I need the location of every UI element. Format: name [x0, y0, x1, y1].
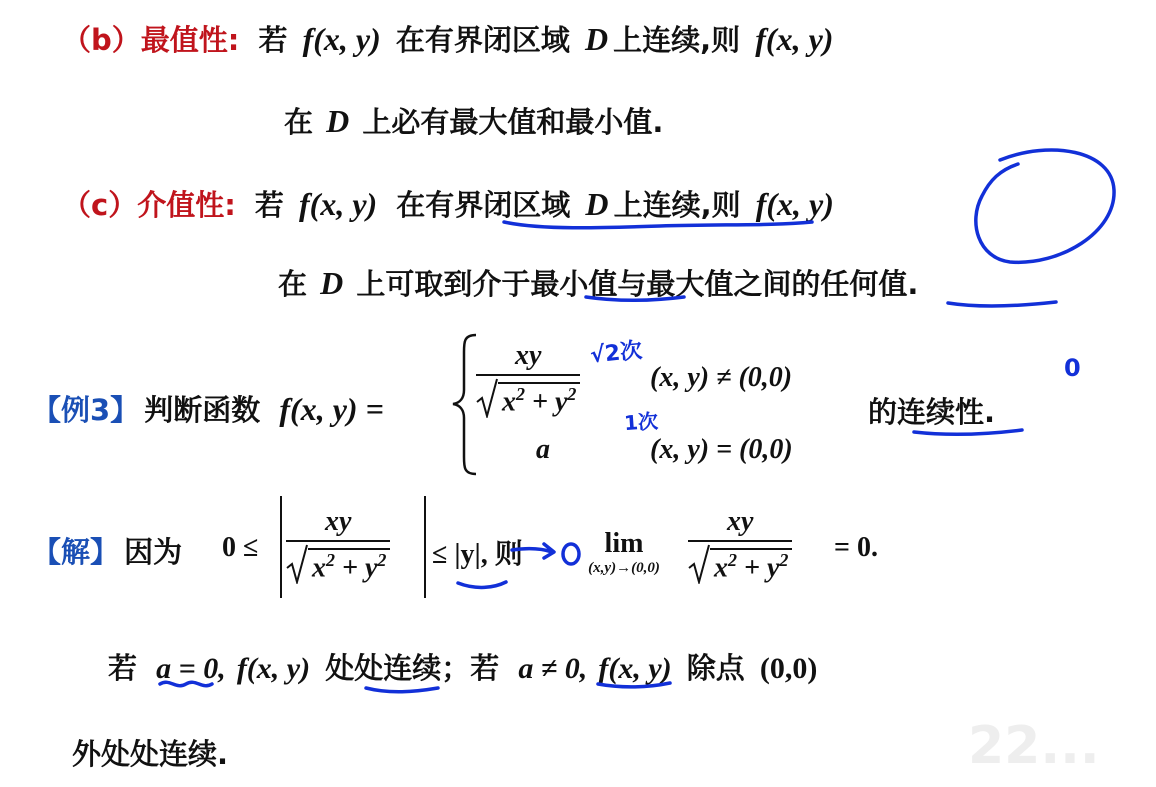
text: 上必有最大值和最小值.: [362, 105, 664, 139]
fraction-numerator: xy: [726, 506, 754, 537]
radicand: $x^2 + y^2$: [498, 382, 580, 418]
text: 若: [108, 651, 138, 685]
math-fxy: f(x, y): [299, 186, 378, 222]
radicand: $x^2 + y^2$: [308, 548, 390, 584]
math-equals-zero: = 0.: [834, 532, 878, 563]
zero-circle-near-lim: [563, 544, 579, 564]
math-fxy: f(x, y): [755, 21, 834, 57]
text: 在有界闭区域: [395, 23, 570, 57]
handwritten-note-1: 1次: [623, 408, 659, 436]
fraction-numerator: xy: [324, 506, 352, 537]
lim-word: lim: [604, 528, 644, 559]
underline-continuity: [914, 430, 1022, 434]
math-a-eq-0: a = 0,: [156, 652, 226, 685]
text: 判断函数: [144, 393, 261, 427]
underline-any-value: [948, 302, 1056, 306]
underline-bounded-closed-region: [504, 222, 812, 228]
text: 若: [258, 23, 288, 57]
watermark: 22...: [968, 716, 1100, 776]
underline-a-eq-0: [160, 682, 212, 685]
text: 若: [254, 188, 284, 222]
arrow-scribble: [512, 544, 554, 558]
math-a-neq-0: a ≠ 0,: [518, 652, 588, 685]
math-fxy: f(x, y): [236, 652, 311, 685]
math-le-abs-y: ≤ |y|, 则: [432, 539, 523, 570]
underline-min-value: [586, 297, 684, 300]
circle-annotation: [976, 150, 1114, 262]
underline-a-neq-0: [598, 683, 670, 687]
math-D: D: [320, 265, 344, 301]
condition-nonzero: (x, y) ≠ (0,0): [650, 362, 793, 393]
math-zero-le: 0 ≤: [222, 532, 259, 563]
text: 在: [278, 267, 308, 301]
text: 除点: [686, 651, 745, 685]
math-origin: (0,0): [759, 652, 818, 685]
handwritten-note-2: √2次: [589, 338, 644, 369]
property-c-label: （c）介值性:: [62, 188, 236, 222]
text: 上连续,则: [613, 23, 741, 57]
property-b-label: （b）最值性:: [62, 23, 240, 57]
text: 上可取到介于最小值与最大值之间的任何值.: [356, 267, 919, 301]
last-line: 外处处连续.: [72, 737, 229, 771]
lim-subscript: (x,y)→(0,0): [588, 560, 660, 576]
math-fxy: f(x, y): [302, 21, 381, 57]
math-fxy: f(x, y): [598, 652, 672, 685]
math-fxy: f(x, y): [755, 186, 834, 222]
text: 因为: [124, 535, 183, 569]
text: 在有界闭区域: [396, 188, 571, 222]
fraction-numerator: xy: [514, 340, 542, 371]
example3-label: 【例3】: [32, 393, 140, 427]
text: 上连续,则: [613, 188, 741, 222]
condition-zero: (x, y) = (0,0): [650, 434, 793, 465]
text: 在: [284, 105, 314, 139]
text: 处处连续；若: [325, 651, 500, 685]
math-f-def: f(x, y) =: [279, 391, 384, 427]
math-D: D: [585, 186, 609, 222]
math-D: D: [584, 21, 609, 57]
handwritten-zero: 0: [1064, 354, 1081, 382]
underline-everywhere: [366, 688, 438, 692]
case-value-a: a: [536, 434, 550, 465]
math-D: D: [326, 103, 350, 139]
underline-abs-y: [458, 582, 506, 587]
solution-label: 【解】: [32, 535, 120, 569]
example3-tail: 的连续性.: [868, 395, 996, 429]
radicand: $x^2 + y^2$: [710, 548, 792, 584]
